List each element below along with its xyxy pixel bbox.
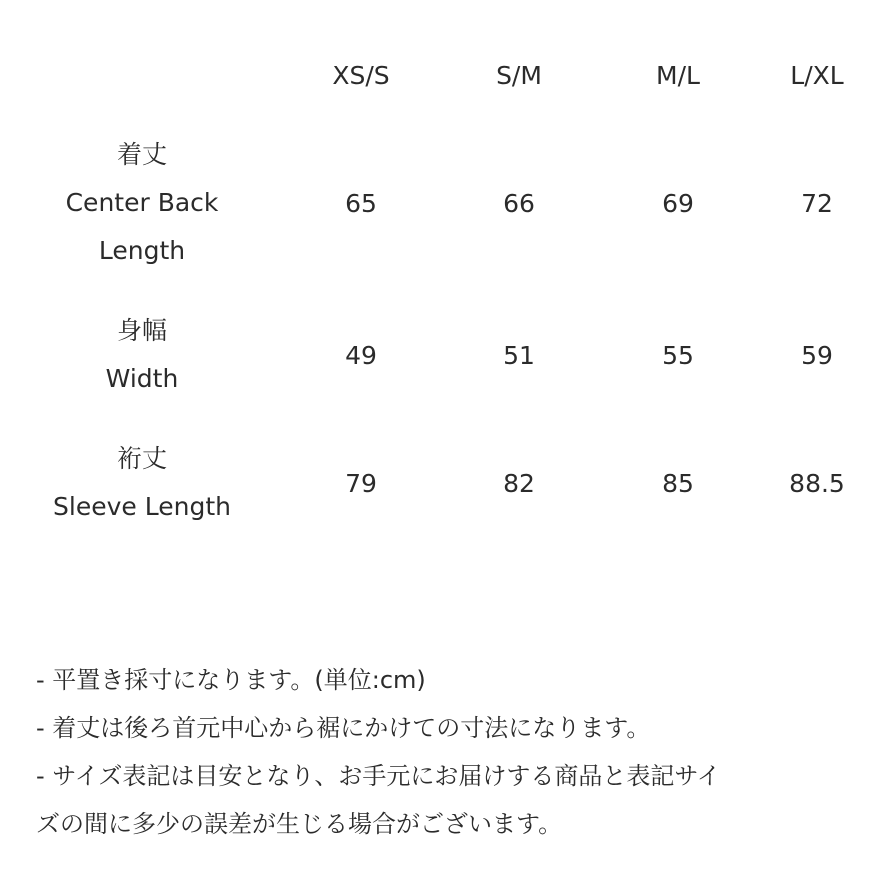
note-line: - 着丈は後ろ首元中心から裾にかけての寸法になります。 [36, 714, 651, 742]
column-header-s-m: S/M [496, 61, 542, 90]
row-label-width [106, 307, 179, 403]
table-cell: 65 [345, 189, 377, 218]
table-cell: 49 [345, 341, 377, 370]
table-cell: 85 [662, 469, 694, 498]
row-label-ja: 身幅 [116, 316, 168, 345]
row-label-sleeve-length [53, 435, 231, 531]
note-line: - サイズ表記は目安となり、お手元にお届けする商品と表記サイ [36, 762, 721, 790]
table-cell: 55 [662, 341, 694, 370]
table-cell: 88.5 [789, 469, 845, 498]
row-label-ja: 裄丈 [116, 444, 167, 473]
note-line: - 平置き採寸になります。(単位:cm) [36, 666, 426, 694]
row-label-en: Sleeve Length [53, 492, 231, 521]
table-cell: 72 [801, 189, 833, 218]
table-cell: 66 [503, 189, 535, 218]
column-header-m-l: M/L [656, 61, 700, 90]
table-cell: 51 [503, 341, 535, 370]
table-cell: 69 [662, 189, 694, 218]
table-cell: 59 [801, 341, 833, 370]
row-label-ja: 着丈 [116, 140, 168, 169]
table-cell: 82 [503, 469, 535, 498]
table-cell: 79 [345, 469, 377, 498]
column-header-xs-s: XS/S [332, 61, 390, 90]
row-label-center-back-length [66, 131, 219, 275]
notes [36, 656, 836, 848]
row-label-en: Center Back [65, 188, 219, 217]
row-label-en: Length [98, 236, 186, 265]
note-line: ズの間に多少の誤差が生じる場合がございます。 [36, 810, 563, 838]
row-label-en: Width [105, 364, 179, 393]
column-header-l-xl: L/XL [790, 61, 844, 90]
